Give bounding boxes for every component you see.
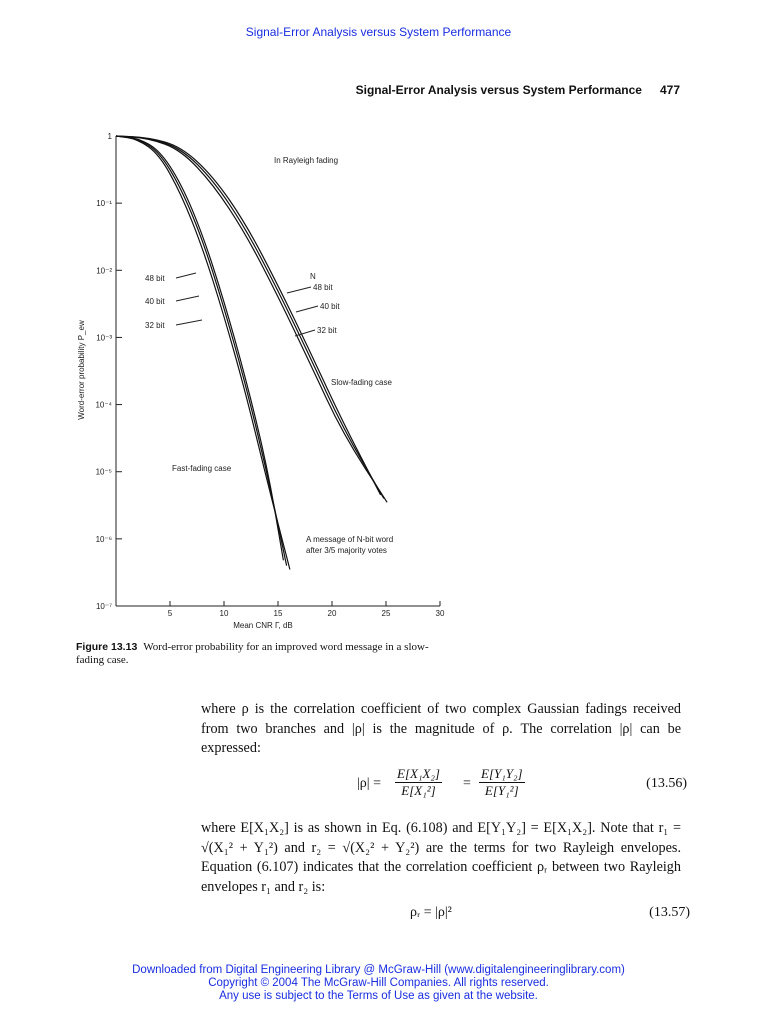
- message-label-line-1: A message of N-bit word: [306, 535, 394, 544]
- eq56-lhs: |ρ| =: [357, 776, 381, 791]
- series-line-5: [116, 136, 384, 498]
- x-tick-label: 30: [435, 609, 445, 618]
- eq56-number: (13.56): [646, 776, 687, 791]
- footer: [0, 964, 757, 1003]
- fast-bit-label: 40 bit: [145, 297, 165, 306]
- eq57-expr: ρᵣ = |ρ|²: [410, 905, 452, 920]
- top-banner-link[interactable]: Signal-Error Analysis versus System Performance: [245, 25, 512, 39]
- fast-case-label: Fast-fading case: [172, 464, 232, 473]
- paragraph-1: where ρ is the correlation coefficient of two complex Gaussian fadings received from two branches and |ρ| is the magnitude of ρ. The correlation |ρ| can be expressed:: [201, 701, 681, 756]
- series-line-1: [116, 136, 283, 560]
- series-line-2: [116, 136, 287, 566]
- y-tick-label: 10⁻⁴: [95, 400, 112, 410]
- message-label-line-2: after 3/5 majority votes: [306, 546, 387, 555]
- slow-label-leader: [296, 306, 318, 312]
- x-axis-label: Mean CNR Γ, dB: [233, 621, 293, 630]
- y-axis-label: Word-error probability P_ew: [77, 320, 86, 420]
- eq57-number: (13.57): [649, 905, 690, 920]
- page-number: 477: [659, 83, 680, 97]
- slow-bit-label: 48 bit: [313, 283, 333, 292]
- x-tick-label: 25: [381, 609, 391, 618]
- eq56-fraction-1: [395, 766, 442, 799]
- eq56-den2: E[Y₁²]: [484, 783, 519, 798]
- series-line-6: [116, 136, 387, 502]
- series-line-3: [116, 136, 290, 570]
- equation-13-56: [357, 764, 687, 808]
- y-tick-label: 10⁻⁷: [95, 602, 112, 611]
- y-tick-label: 10⁻⁵: [95, 467, 112, 477]
- slow-label-leader: [287, 287, 311, 293]
- slow-bit-label: 32 bit: [317, 326, 337, 335]
- chart-title: In Rayleigh fading: [274, 156, 339, 165]
- eq56-den1: E[X₁²]: [401, 783, 436, 798]
- figure-caption: [76, 641, 456, 667]
- eq56-fraction-2: [479, 766, 525, 799]
- slow-case-label: Slow-fading case: [331, 378, 392, 387]
- footer-line-1[interactable]: Downloaded from Digital Engineering Library @ McGraw-Hill (www.digitalengineeringlibrary.com): [132, 964, 625, 976]
- y-tick-label: 1: [107, 132, 112, 141]
- eq56-num1: E[X₁X₂]: [397, 766, 440, 781]
- footer-line-3: Any use is subject to the Terms of Use as given at the website.: [219, 990, 538, 1002]
- series-line-4: [116, 136, 381, 495]
- fast-label-leader: [176, 273, 196, 278]
- fast-bit-label: 48 bit: [145, 274, 165, 283]
- eq56-num2: E[Y₁Y₂]: [481, 766, 523, 781]
- eq56-equals: =: [463, 776, 471, 791]
- x-tick-label: 10: [219, 609, 229, 618]
- fast-label-leader: [176, 296, 199, 301]
- y-tick-label: 10⁻³: [96, 333, 112, 343]
- footer-line-2: Copyright © 2004 The McGraw-Hill Companies. All rights reserved.: [208, 977, 549, 989]
- figure-caption-text: Word-error probability for an improved word message in a slow-fading case.: [76, 641, 429, 666]
- x-tick-label: 20: [327, 609, 337, 618]
- y-tick-label: 10⁻¹: [96, 199, 112, 209]
- figure-label: Figure 13.13: [76, 641, 138, 653]
- paragraph-2: where E[X₁X₂] is as shown in Eq. (6.108) and E[Y₁Y₂] = E[X₁X₂]. Note that r₁ = √(X₁² + Y₁²) and r₂ = √(X₂² + Y₂²) are the terms for two Rayleigh envelopes. Equation (6.107) indicates that the correlation coefficient ρᵣ between two Rayleigh envelopes r₁ and r₂ is:: [201, 820, 681, 895]
- y-tick-label: 10⁻⁶: [95, 534, 112, 544]
- fast-label-leader: [176, 320, 202, 325]
- x-tick-label: 15: [273, 609, 283, 618]
- equation-13-57: [410, 905, 690, 925]
- fast-bit-label: 32 bit: [145, 321, 165, 330]
- running-head-title: Signal-Error Analysis versus System Performance: [355, 83, 642, 97]
- slow-bit-label: 40 bit: [320, 302, 340, 311]
- x-tick-label: 5: [167, 609, 173, 618]
- y-tick-label: 10⁻²: [96, 266, 112, 276]
- slow-n-label: N: [310, 272, 316, 281]
